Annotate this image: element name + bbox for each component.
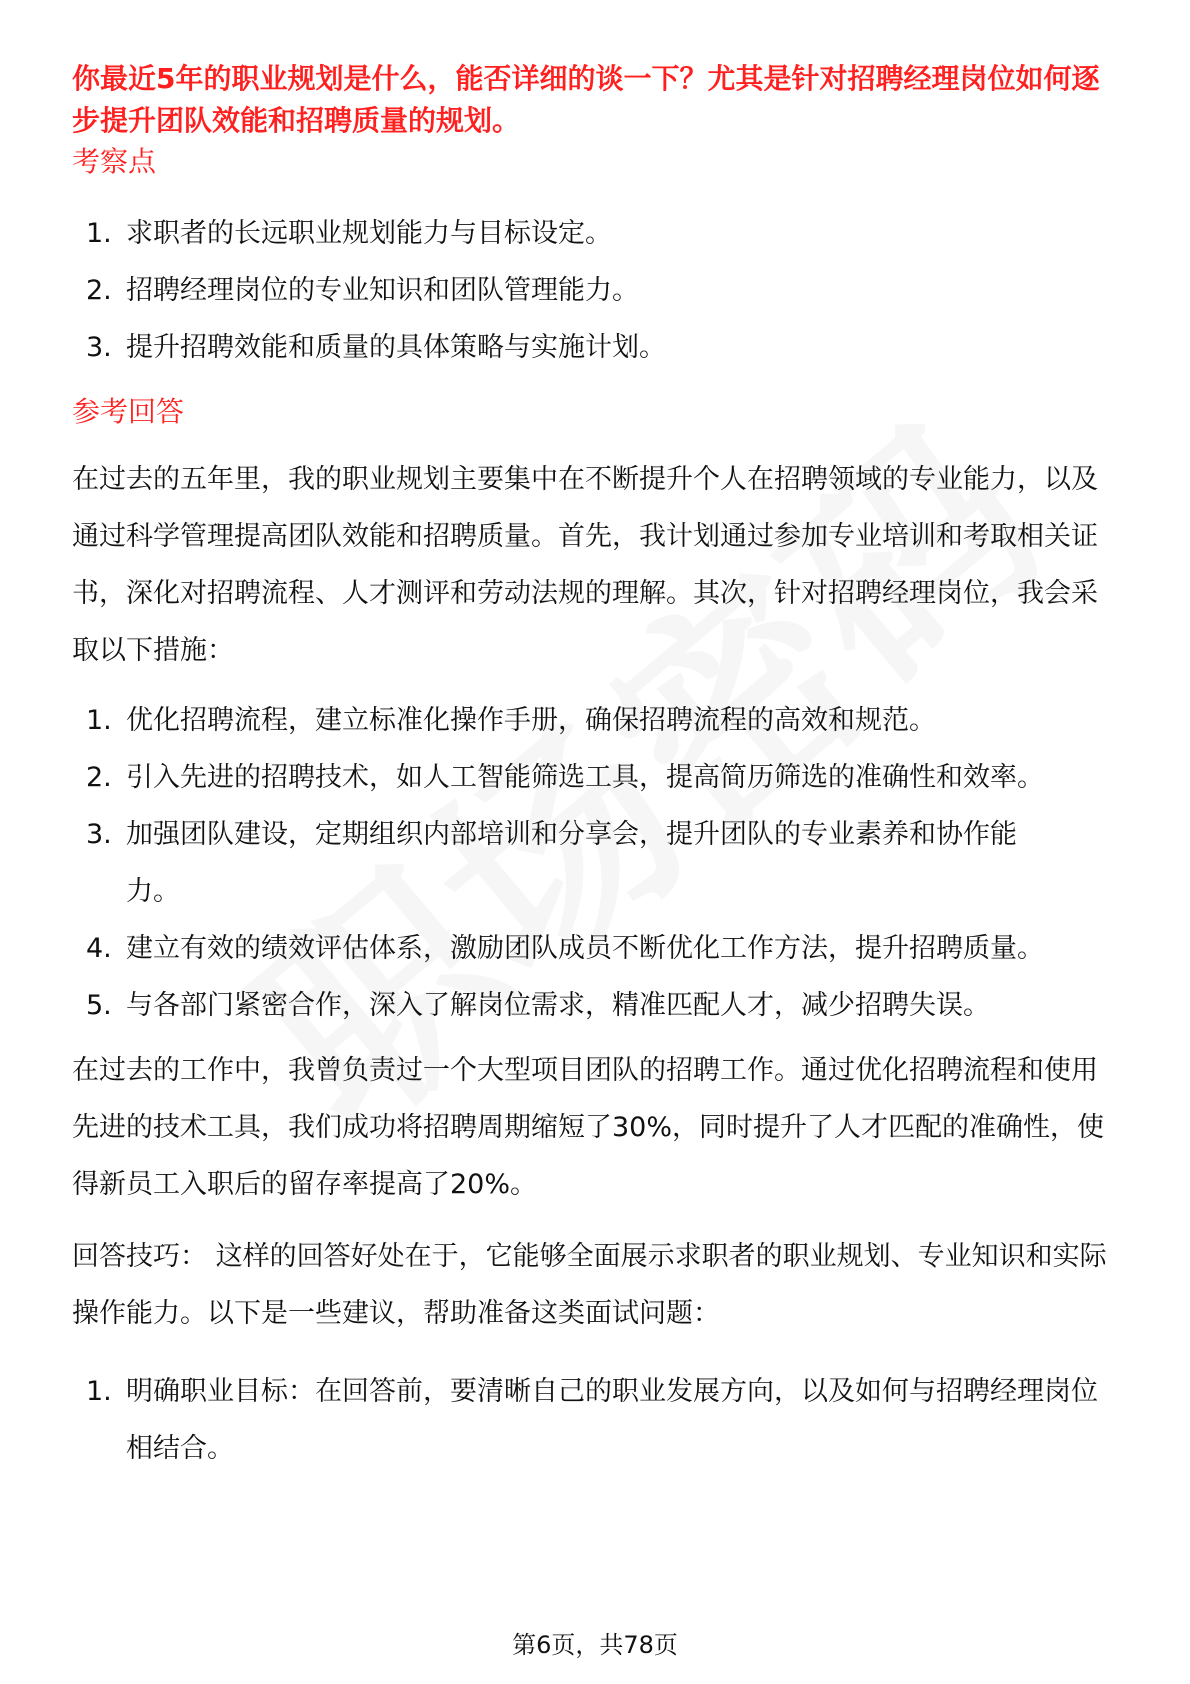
list-item: 3. 加强团队建设，定期组织内部培训和分享会，提升团队的专业素养和协作能力。: [86, 819, 1017, 907]
answer-tips: 回答技巧： 这样的回答好处在于，它能够全面展示求职者的职业规划、专业知识和实际操作能力。以下是一些建议，帮助准备这类面试问题：: [72, 1241, 1107, 1329]
answer-intro: 在过去的五年里，我的职业规划主要集中在不断提升个人在招聘领域的专业能力，以及通过科学管理提高团队效能和招聘质量。首先，我计划通过参加专业培训和考取相关证书，深化对招聘流程、人才测评和劳动法规的理解。其次，针对招聘经理岗位，我会采取以下措施：: [72, 464, 1098, 666]
question-title: 你最近5年的职业规划是什么，能否详细的谈一下？尤其是针对招聘经理岗位如何逐步提升团队效能和招聘质量的规划。: [72, 62, 1100, 137]
list-item: 3. 提升招聘效能和质量的具体策略与实施计划。: [86, 332, 666, 363]
list-item: 2. 引入先进的招聘技术，如人工智能筛选工具，提高简历筛选的准确性和效率。: [86, 762, 1044, 793]
list-item: 1. 明确职业目标：在回答前，要清晰自己的职业发展方向，以及如何与招聘经理岗位相结合。: [86, 1376, 1098, 1464]
measures-list: [72, 692, 1122, 1034]
list-item: 5. 与各部门紧密合作，深入了解岗位需求，精准匹配人才，减少招聘失误。: [86, 990, 990, 1021]
answer-experience: 在过去的工作中，我曾负责过一个大型项目团队的招聘工作。通过优化招聘流程和使用先进的技术工具，我们成功将招聘周期缩短了30%，同时提升了人才匹配的准确性，使得新员工入职后的留存率提高了20%。: [72, 1055, 1105, 1200]
reference-answer-heading: 参考回答: [72, 395, 185, 428]
list-item: 1. 求职者的长远职业规划能力与目标设定。: [86, 218, 612, 249]
tips-list: [72, 1363, 1122, 1477]
page-number: 第6页，共78页: [512, 1631, 678, 1659]
list-item: 2. 招聘经理岗位的专业知识和团队管理能力。: [86, 275, 639, 306]
list-item: 4. 建立有效的绩效评估体系，激励团队成员不断优化工作方法，提升招聘质量。: [86, 933, 1044, 964]
list-item: 1. 优化招聘流程，建立标准化操作手册，确保招聘流程的高效和规范。: [86, 705, 936, 736]
exam-points-list: [72, 205, 1122, 376]
exam-points-heading: 考察点: [72, 145, 157, 178]
